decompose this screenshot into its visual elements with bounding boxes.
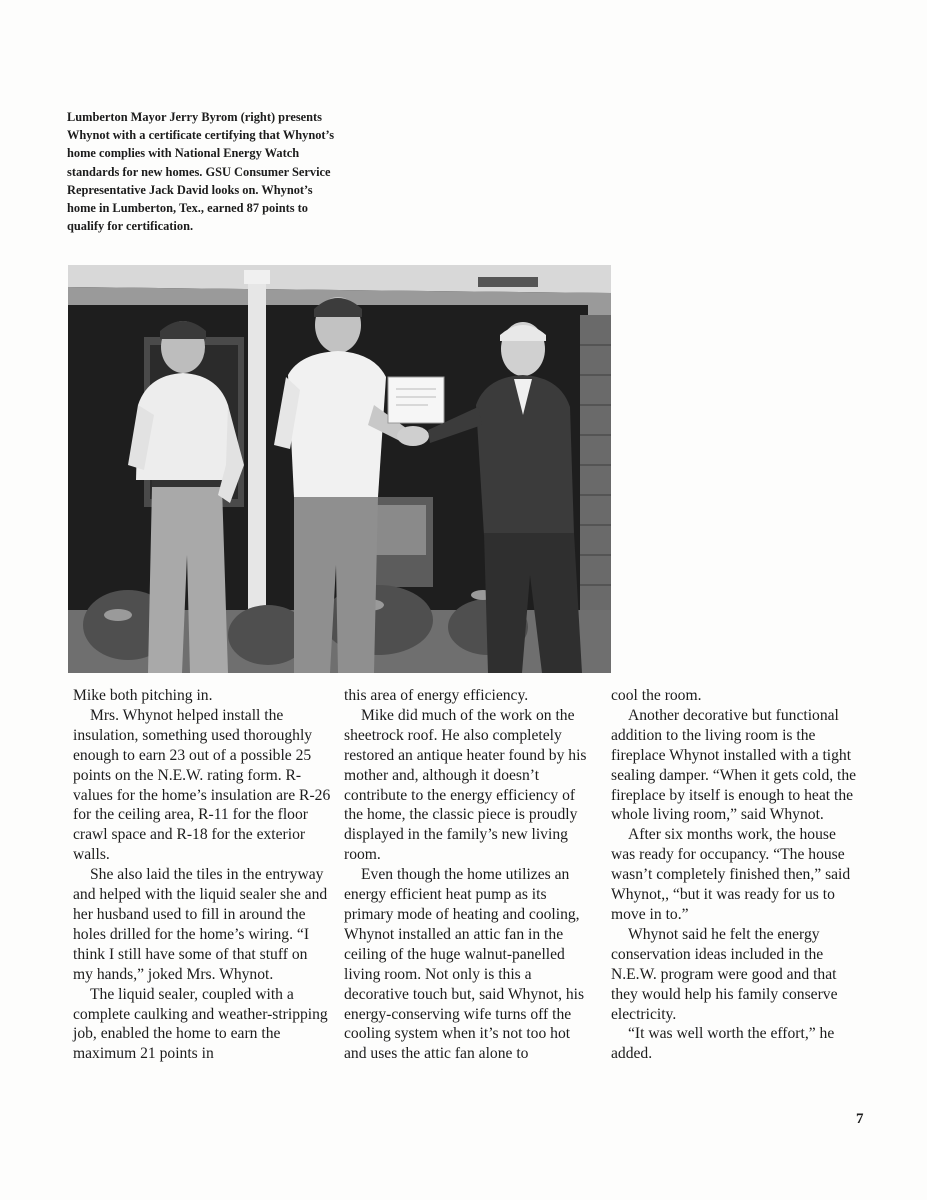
photograph xyxy=(68,265,611,673)
photograph-three-men-certificate-handshake-icon xyxy=(68,265,611,673)
photo-caption xyxy=(67,108,337,235)
page-number: 7 xyxy=(856,1111,864,1127)
paragraph: this area of energy efficiency. xyxy=(344,687,529,704)
paragraph: Mike did much of the work on the sheetrock roof. He also completely restored an antique heater found by his mother and, although it doesn’t contribute to the energy efficiency of the home, the classic piece is proudly displayed in the family’s new living room. xyxy=(344,706,587,864)
paragraph: cool the room. xyxy=(611,687,702,704)
paragraph: Mike both pitching in. xyxy=(73,687,213,704)
paragraph: Mrs. Whynot helped install the insulation, something used thoroughly enough to earn 23 out of a possible 25 points on the N.E.W. rating form. R-values for the home’s insulation are R-26 for the ceiling area, R-11 for the floor crawl space and R-18 for the exterior walls. xyxy=(73,706,331,864)
text-column-1 xyxy=(73,686,331,1064)
paragraph: She also laid the tiles in the entryway and helped with the liquid sealer she and her husband used to fill in around the holes drilled for the home’s wiring. “I think I still have some of that stuff on my hands,” joked Mrs. Whynot. xyxy=(73,866,328,983)
paragraph: Whynot said he felt the energy conservation ideas included in the N.E.W. program were good and that they would help his family conserve electricity. xyxy=(611,925,838,1023)
paragraph: “It was well worth the effort,” he added. xyxy=(611,1025,835,1063)
paragraph: Even though the home utilizes an energy efficient heat pump as its primary mode of heating and cooling, Whynot installed an attic fan in the ceiling of the huge walnut-panelled living room. Not only is this a decorative touch but, said Whynot, his energy-conserving wife turns off the cooling system when it’s not too hot and uses the attic fan alone to xyxy=(344,866,585,1063)
text-column-2 xyxy=(344,686,594,1064)
paragraph: After six months work, the house was ready for occupancy. “The house wasn’t completely finished then,” said Whynot,, “but it was ready for us to move in to.” xyxy=(611,826,851,923)
paragraph: Another decorative but functional addition to the living room is the fireplace Whynot installed with a tight sealing damper. “When it gets cold, the fireplace by itself is enough to heat the whole living room,” said Whynot. xyxy=(611,706,857,824)
text-column-3 xyxy=(611,686,863,1064)
caption-text: Lumberton Mayor Jerry Byrom (right) presents Whynot with a certificate certifying that Whynot’s home complies with National Energy Watch standards for new homes. GSU Consumer Service Representative Jack David looks on. Whynot’s home in Lumberton, Tex., earned 87 points to qualify for certification. xyxy=(67,110,335,234)
paragraph: The liquid sealer, coupled with a complete caulking and weather-stripping job, enabled the home to earn the maximum 21 points in xyxy=(73,985,328,1063)
